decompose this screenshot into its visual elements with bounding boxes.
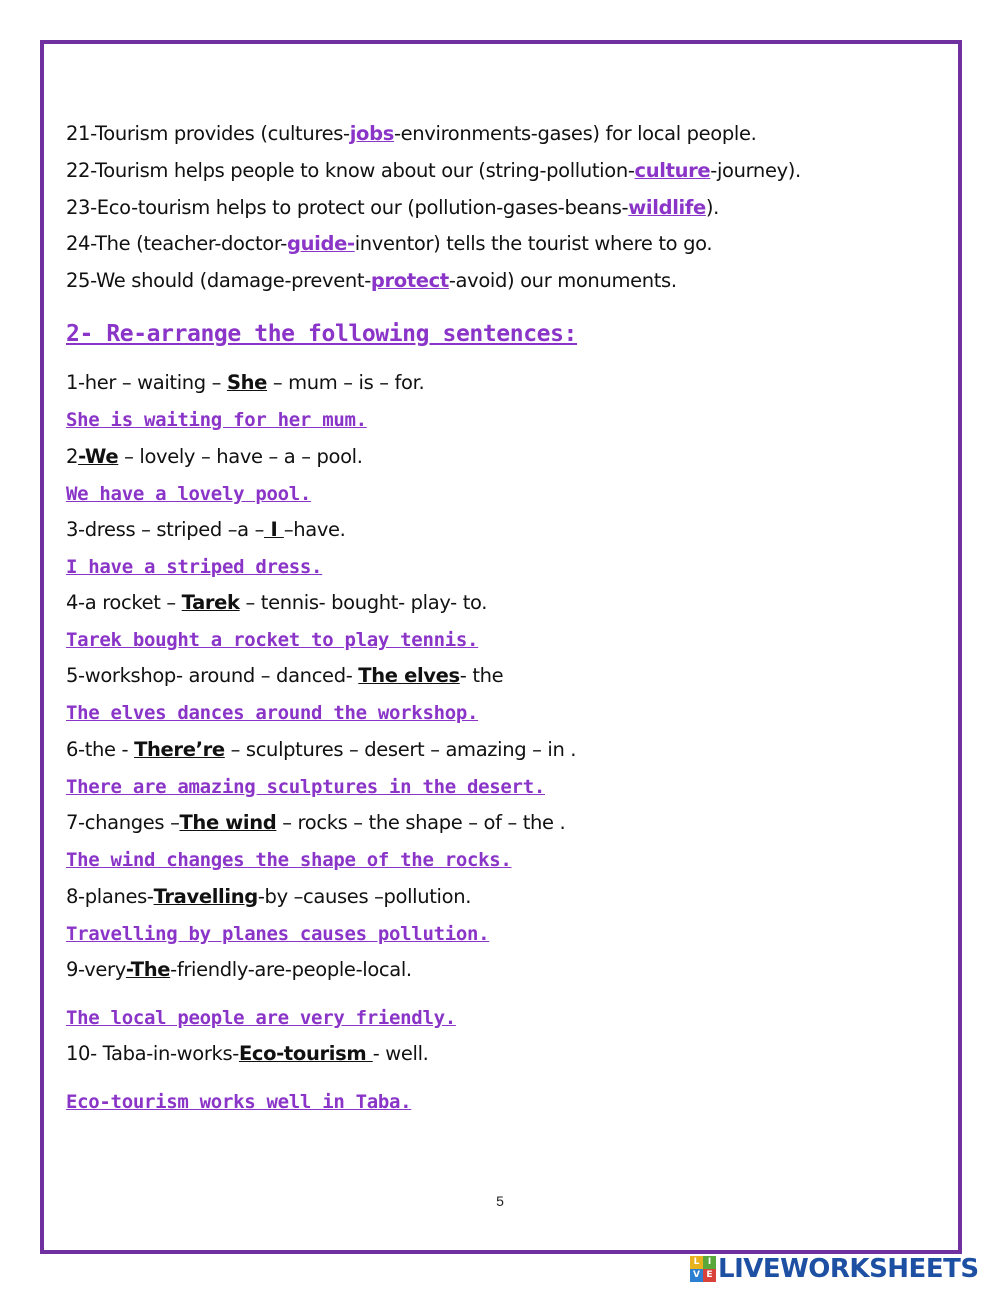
keyword: -We (78, 445, 119, 468)
mcq-answer: protect (370, 269, 449, 292)
keyword: I (264, 518, 284, 541)
rearrange-item-1: 1-her – waiting – She – mum – is – for. (66, 371, 425, 394)
rearrange-answer-4: Tarek bought a rocket to play tennis. (66, 629, 479, 651)
logo-letter-l: L (690, 1256, 703, 1269)
rearrange-answer-3: I have a striped dress. (66, 556, 323, 578)
rearrange-item-3: 3-dress – striped –a – I –have. (66, 518, 346, 541)
mcq-answer: jobs (349, 122, 394, 145)
rearrange-answer-2: We have a lovely pool. (66, 483, 312, 505)
rearrange-answer-9: The local people are very friendly. (66, 1007, 456, 1029)
mcq-item-23: 23-Eco-tourism helps to protect our (pollution-gases-beans-wildlife). (66, 196, 719, 219)
mcq-item-22: 22-Tourism helps people to know about our (string-pollution-culture-journey). (66, 159, 801, 182)
rearrange-item-10: 10- Taba-in-works-Eco-tourism - well. (66, 1042, 429, 1065)
keyword: Eco-tourism (238, 1042, 373, 1065)
section-heading: 2- Re-arrange the following sentences: (66, 321, 577, 347)
rearrange-item-5: 5-workshop- around – danced- The elves- the (66, 664, 504, 687)
keyword: She (226, 371, 268, 394)
rearrange-item-8: 8-planes-Travelling-by –causes –pollution. (66, 885, 472, 908)
rearrange-answer-6: There are amazing sculptures in the desert. (66, 776, 545, 798)
liveworksheets-logo (690, 1254, 979, 1284)
mcq-answer: wildlife (628, 196, 706, 219)
keyword: The wind (179, 811, 277, 834)
logo-letter-v: V (690, 1269, 703, 1282)
keyword: There’re (134, 738, 225, 761)
mcq-item-24: 24-The (teacher-doctor-guide-inventor) tells the tourist where to go. (66, 232, 713, 255)
mcq-item-25: 25-We should (damage-prevent-protect-avoid) our monuments. (66, 269, 677, 292)
keyword: Travelling (153, 885, 258, 908)
keyword: -The (125, 958, 171, 981)
rearrange-item-4: 4-a rocket – Tarek – tennis- bought- play- to. (66, 591, 488, 614)
rearrange-answer-5: The elves dances around the workshop. (66, 702, 479, 724)
keyword: Tarek (181, 591, 240, 614)
rearrange-item-2: 2-We – lovely – have – a – pool. (66, 445, 363, 468)
rearrange-answer-8: Travelling by planes causes pollution. (66, 923, 490, 945)
page-number: 5 (496, 1193, 504, 1209)
liveworksheets-logo-icon (690, 1256, 716, 1282)
logo-letter-i: I (703, 1256, 716, 1269)
rearrange-answer-1: She is waiting for her mum. (66, 409, 367, 431)
rearrange-answer-10: Eco-tourism works well in Taba. (66, 1091, 412, 1113)
brand-name: LIVEWORKSHEETS (718, 1254, 979, 1284)
mcq-answer: guide- (286, 232, 355, 255)
rearrange-item-9: 9-very-The-friendly-are-people-local. (66, 958, 412, 981)
rearrange-item-6: 6-the - There’re – sculptures – desert – amazing – in . (66, 738, 577, 761)
logo-letter-e: E (703, 1269, 716, 1282)
mcq-answer: culture (634, 159, 711, 182)
rearrange-answer-7: The wind changes the shape of the rocks. (66, 849, 512, 871)
keyword: The elves (358, 664, 460, 687)
mcq-item-21: 21-Tourism provides (cultures-jobs-environments-gases) for local people. (66, 122, 757, 145)
rearrange-item-7: 7-changes –The wind – rocks – the shape – of – the . (66, 811, 566, 834)
